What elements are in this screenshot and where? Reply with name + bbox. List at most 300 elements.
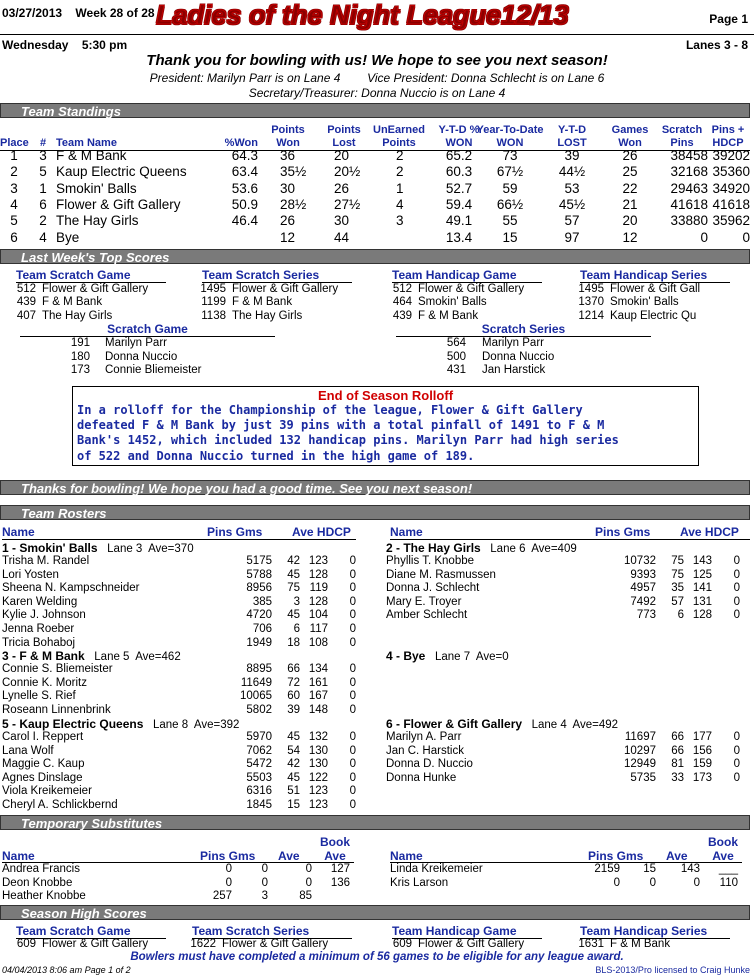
roster-player-ave: 130: [308, 744, 328, 757]
subs-head-book-ave: Ave: [712, 849, 734, 863]
roster-player-gms: 45: [287, 731, 300, 743]
roster-player-name: Lynelle S. Rief: [2, 690, 76, 703]
standings-cell: 2: [396, 148, 404, 163]
roster-player-ave: 123: [308, 799, 328, 811]
roster-player-pins: 5970: [246, 731, 272, 743]
standings-cell: 2: [10, 164, 18, 180]
standings-cell: 30: [334, 213, 350, 229]
footer-right: BLS-2013/Pro licensed to Craig Hunke: [595, 965, 750, 975]
roster-player-ave: 119: [309, 582, 328, 595]
roster-player-name: Donna J. Schlecht: [386, 582, 480, 595]
individual-name: Marilyn Parr: [105, 337, 167, 349]
sub-ave: 0: [305, 876, 312, 889]
subs-head-book: Book: [708, 835, 738, 849]
score-value: 1214: [578, 309, 604, 322]
roster-player-gms: 45: [287, 609, 300, 622]
standings-header-cell: Year-To-Date WON: [476, 124, 544, 149]
standings-cell: 4: [39, 229, 47, 245]
last-week-bar: Last Week's Top Scores: [0, 249, 750, 264]
standings-cell: 3: [39, 148, 47, 163]
score-value: 439: [16, 296, 36, 309]
last-week-col-title: Team Handicap Series: [580, 268, 730, 283]
roster-player-gms: 75: [287, 582, 300, 595]
standings-cell: 21: [622, 196, 638, 212]
standings-cell: 2: [39, 213, 47, 229]
roster-player-ave: 173: [692, 771, 712, 784]
roster-player-ave: 167: [308, 690, 328, 703]
roster-player-name: Connie S. Bliemeister: [2, 663, 113, 675]
sub-name: Andrea Francis: [2, 863, 80, 875]
roster-player-gms: 72: [287, 676, 300, 689]
roster-player-pins: 10065: [240, 690, 272, 703]
subs-head-pins-gms: Pins Gms: [200, 849, 256, 863]
standings-cell: Flower & Gift Gallery: [56, 196, 181, 212]
roster-player-gms: 15: [287, 799, 300, 811]
standings-cell: 67½: [496, 164, 524, 180]
standings-header-cell: Points Lost: [327, 124, 361, 149]
score-name: Flower & Gift Gallery: [418, 283, 525, 295]
score-value: 1370: [578, 296, 604, 309]
standings-cell: 0: [742, 229, 750, 245]
roster-team-head: 4 - Bye Lane 7 Ave=0: [386, 649, 509, 663]
roster-team-head: 1 - Smokin' Balls Lane 3 Ave=370: [2, 541, 194, 555]
roster-player-hdcp: 0: [349, 799, 356, 811]
standings-cell: 49.1: [445, 213, 473, 229]
sub-book-ave: 110: [719, 876, 738, 889]
subs-head-book-ave: Ave: [324, 849, 346, 863]
season-col-title: Team Scratch Series: [192, 924, 352, 939]
individual-score: 173: [70, 364, 90, 377]
roster-player-name: Viola Kreikemeier: [2, 785, 92, 798]
score-value: 439: [392, 309, 412, 322]
standings-header-cell: Pins + HDCP: [711, 124, 745, 149]
roster-player-gms: 42: [287, 555, 300, 567]
sub-pins: 2159: [594, 863, 620, 875]
roster-player-hdcp: 0: [733, 555, 740, 567]
roster-player-name: Jan C. Harstick: [386, 744, 464, 757]
season-value: 1631: [578, 938, 604, 950]
sub-book-ave: 127: [330, 863, 350, 875]
report-date: 03/27/2013 Week 28 of 28: [2, 6, 155, 20]
individual-name: Donna Nuccio: [105, 350, 178, 363]
roster-player-gms: 33: [671, 771, 684, 784]
standings-cell: 2: [396, 164, 404, 180]
roster-head-ave-hdcp: Ave HDCP: [292, 525, 351, 539]
roster-player-ave: 131: [692, 595, 712, 608]
roster-player-hdcp: 0: [733, 568, 740, 581]
season-name: F & M Bank: [610, 938, 671, 950]
individual-name: Donna Nuccio: [482, 350, 555, 363]
standings-cell: 5: [39, 164, 47, 180]
thanks-bar: Thanks for bowling! We hope you had a good time. See you next season!: [0, 480, 750, 495]
standings-cell: 3: [10, 180, 18, 196]
rolloff-line: Bank's 1452, which included 132 handicap pins. Marilyn Parr had high series: [77, 433, 619, 448]
roster-player-gms: 81: [671, 758, 684, 771]
roster-player-pins: 4720: [246, 609, 272, 622]
score-name: The Hay Girls: [42, 309, 113, 322]
roster-player-pins: 1949: [246, 636, 272, 649]
roster-player-hdcp: 0: [349, 703, 356, 716]
roster-head-underline: [2, 539, 356, 540]
roster-player-ave: 128: [308, 568, 328, 581]
score-value: 512: [392, 283, 412, 295]
standings-cell: 28½: [280, 196, 307, 212]
roster-player-name: Tricia Bohaboj: [2, 636, 76, 649]
last-week-col-title: Team Scratch Series: [202, 268, 352, 283]
roster-player-name: Donna Hunke: [386, 771, 457, 784]
score-value: 1495: [578, 283, 604, 295]
standings-cell: 20: [334, 148, 350, 163]
roster-player-pins: 385: [252, 595, 272, 608]
roster-player-pins: 5802: [246, 703, 272, 716]
individual-name: Connie Bliemeister: [105, 364, 202, 377]
standings-cell: 44½: [558, 164, 586, 180]
roster-player-name: Kylie J. Johnson: [2, 609, 86, 622]
roster-player-pins: 773: [636, 609, 656, 622]
roster-player-ave: 123: [308, 555, 328, 567]
individual-col-title: Scratch Series: [396, 322, 651, 337]
standings-cell: 39202: [712, 148, 750, 163]
sub-ave: 0: [305, 863, 312, 875]
score-value: 1199: [201, 296, 226, 309]
standings-header-cell: Team Name: [56, 137, 117, 149]
roster-team-head: 3 - F & M Bank Lane 5 Ave=462: [2, 649, 181, 663]
roster-head-ave-hdcp: Ave HDCP: [680, 525, 739, 539]
sub-pins: 0: [225, 863, 232, 875]
roster-player-name: Lana Wolf: [2, 744, 54, 757]
individual-name: Jan Harstick: [482, 364, 546, 377]
standings-cell: 29463: [670, 180, 708, 196]
individual-score: 180: [70, 350, 90, 363]
standings-cell: 65.2: [445, 148, 473, 163]
standings-cell: 26: [622, 148, 638, 163]
roster-player-ave: 143: [692, 555, 712, 567]
sub-gms: 0: [649, 876, 656, 889]
roster-player-name: Connie K. Moritz: [2, 676, 88, 689]
roster-player-ave: 123: [308, 785, 328, 798]
roster-player-pins: 12949: [624, 758, 656, 771]
standings-cell: 35360: [712, 164, 750, 180]
roster-player-hdcp: 0: [349, 771, 356, 784]
roster-player-name: Marilyn A. Parr: [386, 731, 462, 743]
individual-score: 191: [70, 337, 90, 349]
roster-player-gms: 66: [287, 663, 300, 675]
roster-player-ave: 128: [308, 595, 328, 608]
individual-name: Marilyn Parr: [482, 337, 544, 349]
roster-player-hdcp: 0: [349, 568, 356, 581]
standings-cell: 34920: [712, 180, 750, 196]
score-value: 1495: [200, 283, 226, 295]
standings-header-cell: Games Won: [611, 124, 649, 149]
sub-pins: 0: [225, 876, 232, 889]
standings-cell: 45½: [558, 196, 586, 212]
rolloff-line: of 522 and Donna Nuccio turned in the high game of 189.: [77, 448, 475, 463]
standings-cell: 15: [502, 229, 518, 245]
roster-player-name: Agnes Dinslage: [2, 771, 83, 784]
season-value: 1622: [190, 938, 216, 950]
roster-player-ave: 159: [692, 758, 712, 771]
standings-cell: 1: [10, 148, 18, 163]
roster-player-name: Carol I. Reppert: [2, 731, 84, 743]
season-name: Flower & Gift Gallery: [222, 938, 329, 950]
league-title: Ladies of the Night League12/13: [156, 0, 569, 30]
standings-cell: 35962: [712, 213, 750, 229]
roster-player-hdcp: 0: [349, 555, 356, 567]
score-value: 512: [16, 283, 36, 295]
standings-cell: 39: [564, 148, 580, 163]
standings-cell: 73: [502, 148, 518, 163]
roster-player-hdcp: 0: [349, 623, 356, 635]
roster-team-head: 6 - Flower & Gift Gallery Lane 4 Ave=492: [386, 717, 619, 731]
roster-head-pins-gms: Pins Gms: [595, 525, 651, 539]
roster-player-pins: 5503: [246, 771, 272, 784]
season-col-title: Team Scratch Game: [16, 924, 166, 939]
roster-head-name: Name: [2, 525, 35, 539]
standings-cell: Kaup Electric Queens: [56, 164, 187, 180]
roster-player-ave: 156: [692, 744, 712, 757]
rolloff-title: End of Season Rolloff: [317, 388, 454, 403]
individual-score: 500: [446, 350, 466, 363]
roster-player-name: Sheena N. Kampschneider: [2, 582, 140, 595]
standings-cell: 59: [502, 180, 518, 196]
standings-cell: 55: [502, 213, 518, 229]
roster-player-name: Lori Yosten: [2, 568, 59, 581]
roster-player-gms: 39: [287, 703, 300, 716]
roster-player-ave: 104: [308, 609, 328, 622]
roster-head-pins-gms: Pins Gms: [207, 525, 263, 539]
lanes-label: Lanes 3 - 8: [685, 38, 748, 52]
standings-cell: 5: [10, 213, 18, 229]
rolloff-text: [73, 403, 698, 464]
roster-player-gms: 51: [287, 785, 300, 798]
roster-player-pins: 5788: [246, 568, 272, 581]
score-value: 407: [16, 309, 36, 322]
roster-player-gms: 6: [293, 623, 300, 635]
roster-player-gms: 57: [671, 595, 684, 608]
roster-player-name: Donna D. Nuccio: [386, 758, 473, 771]
roster-player-name: Cheryl A. Schlickbernd: [2, 799, 118, 811]
standings-cell: 20: [622, 213, 638, 229]
roster-player-gms: 6: [677, 609, 684, 622]
individual-score: 431: [446, 364, 466, 377]
roster-player-name: Phyllis T. Knobbe: [386, 555, 475, 567]
score-name: The Hay Girls: [232, 309, 303, 322]
roster-player-gms: 60: [287, 690, 300, 703]
roster-team-head: 2 - The Hay Girls Lane 6 Ave=409: [386, 541, 577, 555]
standings-cell: The Hay Girls: [56, 213, 139, 229]
standings-cell: 57: [564, 213, 580, 229]
roster-player-ave: 128: [692, 609, 712, 622]
roster-player-name: Diane M. Rasmussen: [386, 568, 496, 581]
roster-player-pins: 11697: [624, 731, 656, 743]
standings-cell: 12: [280, 229, 296, 245]
score-name: F & M Bank: [418, 309, 479, 322]
roster-player-gms: 66: [671, 731, 684, 743]
eligibility-note: Bowlers must have completed a minimum of 56 games to be eligible for any league award.: [130, 951, 624, 963]
team-rosters-bar: Team Rosters: [0, 505, 750, 520]
standings-cell: 63.4: [231, 164, 258, 180]
standings-header-cell: Y-T-D % WON: [438, 124, 480, 149]
team-standings-bar: Team Standings: [0, 103, 750, 118]
individual-col-title: Scratch Game: [20, 322, 275, 337]
standings-cell: 3: [396, 213, 404, 229]
roster-player-gms: 3: [293, 595, 300, 608]
standings-cell: 6: [10, 229, 18, 245]
score-name: Flower & Gift Gall: [610, 283, 701, 295]
last-week-col-title: Team Scratch Game: [16, 268, 166, 283]
season-col-title: Team Handicap Game: [392, 924, 542, 939]
standings-header-cell: Points Won: [271, 124, 305, 149]
substitutes-bar: Temporary Substitutes: [0, 815, 750, 830]
last-week-col-title: Team Handicap Game: [392, 268, 542, 283]
roster-player-ave: 148: [308, 703, 328, 716]
season-high-bar: Season High Scores: [0, 905, 750, 920]
score-name: Kaup Electric Qu: [610, 309, 697, 322]
subs-head-ave: Ave: [278, 849, 300, 863]
roster-player-name: Karen Welding: [2, 595, 78, 608]
officers-row-1: President: Marilyn Parr is on Lane 4 Vice President: Donna Schlecht is on Lane 6: [149, 71, 605, 85]
standings-cell: 41618: [670, 196, 708, 212]
standings-cell: 20½: [334, 164, 361, 180]
rolloff-box: [72, 386, 699, 466]
standings-cell: 52.7: [445, 180, 473, 196]
officers-row-2: Secretary/Treasurer: Donna Nuccio is on Lane 4: [248, 86, 506, 100]
roster-player-gms: 35: [671, 582, 684, 595]
roster-player-pins: 6316: [246, 785, 272, 798]
roster-player-hdcp: 0: [733, 582, 740, 595]
roster-player-gms: 45: [287, 568, 300, 581]
rolloff-line: In a rolloff for the Championship of the league, Flower & Gift Gallery: [77, 403, 583, 417]
roster-player-gms: 75: [671, 555, 684, 567]
roster-player-hdcp: 0: [349, 731, 356, 743]
standings-cell: 27½: [334, 196, 361, 212]
standings-cell: 1: [396, 180, 404, 196]
roster-player-ave: 108: [308, 636, 328, 649]
sub-book-ave: ___: [718, 863, 738, 875]
standings-cell: 1: [39, 180, 47, 196]
roster-player-name: Jenna Roeber: [2, 623, 75, 635]
score-value: 1138: [201, 309, 226, 322]
roster-player-pins: 8895: [246, 663, 272, 675]
standings-header-cell: UnEarned Points: [373, 124, 425, 149]
standings-header-cell: #: [39, 137, 47, 149]
roster-player-hdcp: 0: [349, 595, 356, 608]
standings-header-cell: Y-T-D LOST: [557, 124, 587, 149]
standings-cell: 12: [622, 229, 638, 245]
standings-cell: 0: [700, 229, 708, 245]
roster-player-pins: 1845: [246, 799, 272, 811]
season-value: 609: [16, 938, 36, 950]
standings-cell: 46.4: [231, 213, 258, 229]
roster-player-gms: 45: [287, 771, 300, 784]
sub-pins: 257: [212, 890, 232, 902]
score-name: Smokin' Balls: [418, 296, 487, 309]
standings-cell: 32168: [670, 164, 708, 180]
standings-cell: 4: [396, 196, 404, 212]
roster-player-hdcp: 0: [349, 785, 356, 798]
roster-player-gms: 18: [287, 636, 300, 649]
header-divider: [0, 34, 754, 35]
sub-ave: 85: [299, 890, 312, 902]
sub-ave: 143: [680, 863, 700, 875]
standings-cell: 6: [39, 196, 47, 212]
standings-cell: 59.4: [445, 196, 473, 212]
standings-cell: 38458: [670, 148, 708, 163]
roster-player-hdcp: 0: [349, 663, 356, 675]
roster-player-name: Mary E. Troyer: [386, 595, 462, 608]
roster-player-pins: 11649: [240, 676, 272, 689]
score-name: Flower & Gift Gallery: [232, 283, 339, 295]
roster-player-ave: 161: [308, 676, 328, 689]
roster-player-name: Roseann Linnenbrink: [2, 703, 111, 716]
standings-cell: 13.4: [445, 229, 473, 245]
sub-book-ave: 136: [330, 876, 350, 889]
sub-pins: 0: [613, 876, 620, 889]
subs-head-pins-gms: Pins Gms: [588, 849, 644, 863]
rolloff-line: defeated F & M Bank by just 39 pins with a total pinfall of 1491 to F & M: [77, 418, 605, 433]
standings-header-cell: %Won: [224, 137, 258, 149]
standings-cell: 50.9: [231, 196, 258, 212]
sub-gms: 15: [643, 863, 656, 875]
roster-player-ave: 130: [308, 758, 328, 771]
individual-score: 564: [446, 337, 466, 349]
sub-name: Linda Kreikemeier: [390, 863, 483, 875]
roster-player-hdcp: 0: [349, 690, 356, 703]
roster-player-ave: 134: [308, 663, 328, 675]
roster-player-gms: 54: [287, 744, 300, 757]
roster-player-name: Amber Schlecht: [386, 609, 468, 622]
roster-player-gms: 42: [287, 758, 300, 771]
standings-cell: 60.3: [445, 164, 473, 180]
roster-player-hdcp: 0: [349, 609, 356, 622]
roster-team-head: 5 - Kaup Electric Queens Lane 8 Ave=392: [2, 717, 240, 731]
subs-head-ave: Ave: [666, 849, 688, 863]
roster-player-pins: 5735: [630, 771, 656, 784]
roster-player-pins: 10297: [624, 744, 656, 757]
roster-player-hdcp: 0: [349, 758, 356, 771]
roster-player-gms: 75: [671, 568, 684, 581]
score-value: 464: [392, 296, 412, 309]
roster-player-pins: 5175: [246, 555, 272, 567]
roster-player-ave: 117: [309, 623, 328, 635]
roster-player-ave: 132: [308, 731, 328, 743]
standings-header-cell: Scratch Pins: [661, 124, 703, 149]
sub-ave: 0: [693, 876, 700, 889]
score-name: Smokin' Balls: [610, 296, 679, 309]
standings-cell: 53: [564, 180, 580, 196]
subs-head-name: Name: [390, 849, 423, 863]
standings-cell: 66½: [496, 196, 524, 212]
roster-player-ave: 125: [692, 568, 712, 581]
roster-player-hdcp: 0: [733, 744, 740, 757]
standings-cell: 26: [334, 180, 350, 196]
sub-gms: 0: [261, 863, 268, 875]
season-name: Flower & Gift Gallery: [42, 938, 149, 950]
standings-cell: 64.3: [231, 148, 258, 163]
sub-gms: 3: [261, 890, 268, 902]
standings-cell: 41618: [712, 196, 750, 212]
standings-cell: 44: [334, 229, 350, 245]
score-name: F & M Bank: [232, 296, 293, 309]
standings-cell: F & M Bank: [56, 148, 127, 163]
sub-name: Heather Knobbe: [2, 890, 86, 902]
roster-player-name: Maggie C. Kaup: [2, 758, 85, 771]
roster-player-hdcp: 0: [733, 731, 740, 743]
season-col-title: Team Handicap Series: [580, 924, 730, 939]
roster-player-hdcp: 0: [349, 744, 356, 757]
roster-player-name: Trisha M. Randel: [2, 555, 90, 567]
page-number: Page 1: [709, 12, 748, 26]
